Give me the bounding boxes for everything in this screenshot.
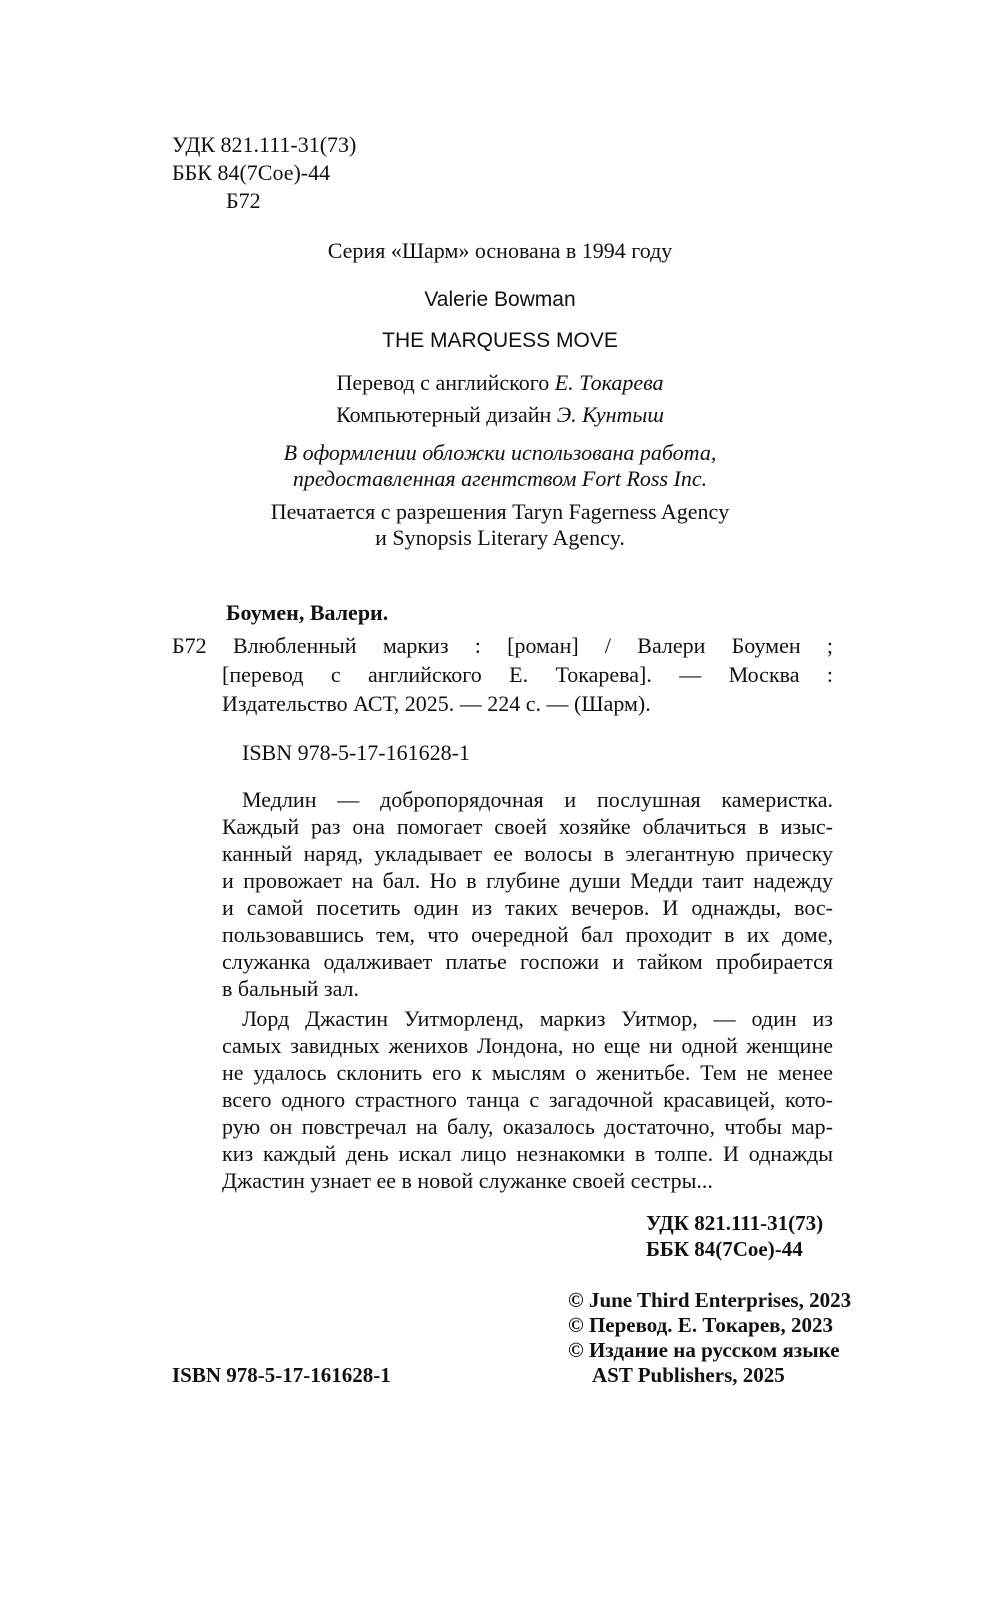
catalog-code: Б72 bbox=[172, 633, 207, 658]
annotation-p1-line5: и самой посетить один из таких вечеров. И однажды, вос- bbox=[222, 895, 833, 920]
catalog-line3: Издательство АСТ, 2025. — 224 с. — (Шарм). bbox=[222, 691, 651, 716]
cover-credit-line2: предоставленная агентством Fort Ross Inc. bbox=[292, 466, 708, 491]
cover-credit-line1: В оформлении обложки использована работа, bbox=[283, 440, 717, 465]
copyright-translation: © Перевод. Е. Токарев, 2023 bbox=[568, 1313, 834, 1337]
annotation-p2-line3: не удалось склонить его к мыслям о женитьбе. Тем не менее bbox=[222, 1060, 833, 1085]
design-label: Компьютерный дизайн bbox=[336, 402, 552, 427]
original-author: Valerie Bowman bbox=[424, 288, 576, 311]
series-note: Серия «Шарм» основана в 1994 году bbox=[327, 238, 673, 263]
permission-line2: и Synopsis Literary Agency. bbox=[375, 525, 625, 550]
annotation-p2-line6: киз каждый день искал лицо незнакомки в толпе. И однажды bbox=[222, 1141, 833, 1166]
copyright-edition: © Издание на русском языке bbox=[568, 1338, 840, 1362]
catalog-line2: [перевод с английского Е. Токарева]. — Москва : bbox=[222, 662, 833, 687]
permission-line1: Печатается с разрешения Taryn Fagerness Agency bbox=[270, 499, 730, 524]
annotation-p1-line1: Медлин — добропорядочная и послушная камеристка. bbox=[242, 787, 833, 812]
annotation-p1-line4: и провожает на бал. Но в глубине души Медди таит надежду bbox=[222, 868, 833, 893]
original-title: THE MARQUESS MOVE bbox=[382, 329, 618, 352]
footer-isbn: ISBN 978-5-17-161628-1 bbox=[172, 1363, 391, 1387]
copyright-publisher: AST Publishers, 2025 bbox=[592, 1363, 785, 1387]
udk-code: УДК 821.111-31(73) bbox=[172, 132, 357, 157]
annotation-p2-line7: Джастин узнает ее в новой служанке своей сестры... bbox=[222, 1168, 713, 1193]
footer-udk-code: УДК 821.111-31(73) bbox=[646, 1211, 824, 1235]
author-sign: Б72 bbox=[226, 188, 261, 213]
translation-credit bbox=[0, 370, 1000, 396]
designer-name: Э. Кунтыш bbox=[556, 402, 664, 427]
annotation-p1-line2: Каждый раз она помогает своей хозяйке облачиться в изыс- bbox=[222, 814, 833, 839]
annotation-p1-line8: в бальный зал. bbox=[222, 976, 360, 1001]
catalog-author-heading: Боумен, Валери. bbox=[226, 600, 389, 625]
annotation-p1-line3: канный наряд, укладывает ее волосы в элегантную прическу bbox=[222, 841, 833, 866]
annotation-p1-line6: пользовавшись тем, что очередной бал проходит в их доме, bbox=[222, 922, 833, 947]
footer-bbk-code: ББК 84(7Сое)-44 bbox=[646, 1237, 803, 1261]
annotation-p2-line4: всего одного страстного танца с загадочной красавицей, кото- bbox=[222, 1087, 833, 1112]
design-credit bbox=[0, 402, 1000, 428]
annotation-p2-line2: самых завидных женихов Лондона, но еще ни одной женщине bbox=[222, 1033, 833, 1058]
copyright-author: © June Third Enterprises, 2023 bbox=[568, 1288, 852, 1312]
annotation-p2-line5: рую он повстречал на балу, оказалось достаточно, чтобы мар- bbox=[222, 1114, 833, 1139]
bbk-code: ББК 84(7Сое)-44 bbox=[172, 160, 331, 185]
translation-label: Перевод с английского bbox=[336, 370, 550, 395]
catalog-line1: Влюбленный маркиз : [роман] / Валери Боумен ; bbox=[233, 633, 833, 658]
catalog-isbn: ISBN 978-5-17-161628-1 bbox=[242, 740, 470, 765]
annotation-p1-line7: служанка одалживает платье госпожи и тайком пробирается bbox=[222, 949, 833, 974]
annotation-p2-line1: Лорд Джастин Уитморленд, маркиз Уитмор, — один из bbox=[242, 1006, 833, 1031]
translator-name: Е. Токарева bbox=[554, 370, 664, 395]
